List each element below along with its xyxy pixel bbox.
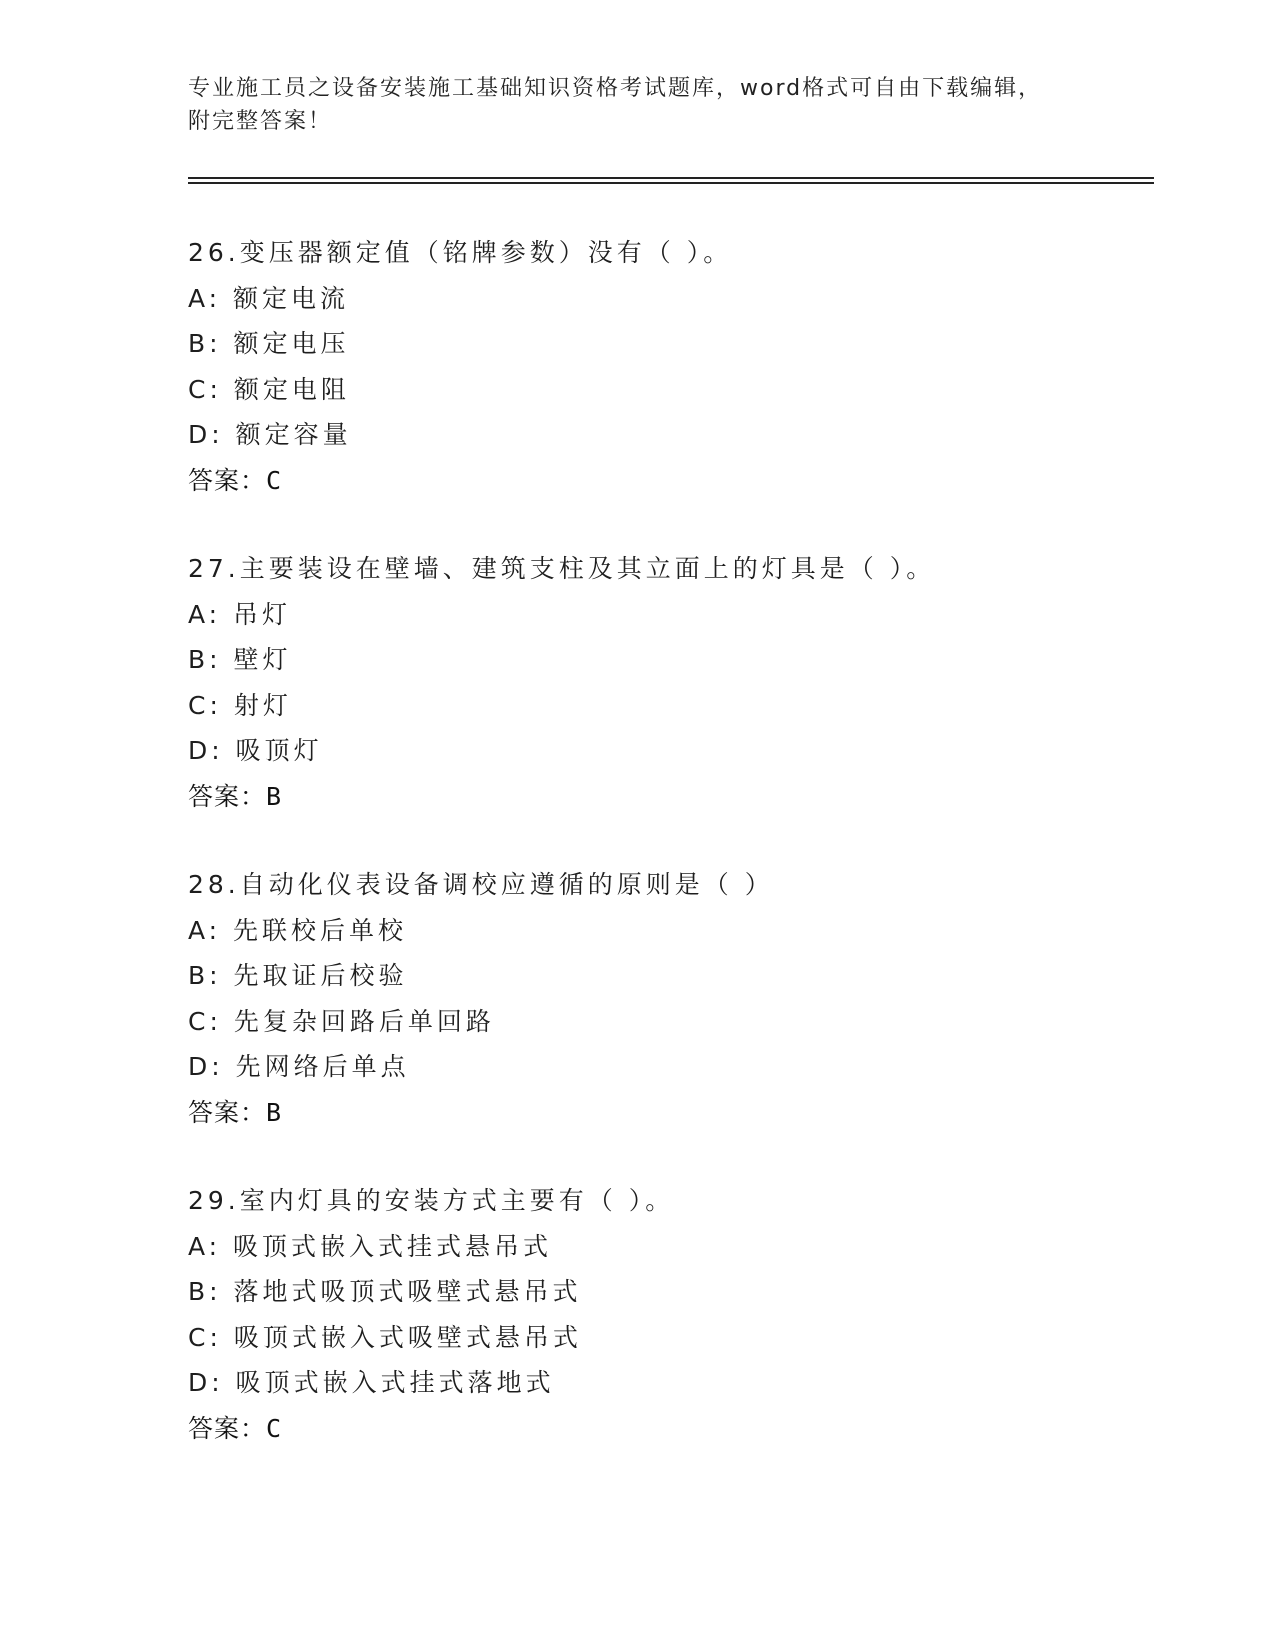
option-b: B: 额定电压 — [188, 329, 350, 358]
option-c: C: 射灯 — [188, 690, 292, 720]
question-stem: 29.室内灯具的安装方式主要有（ ）。 — [188, 1186, 675, 1215]
answer-line — [188, 774, 1148, 820]
answer-label: 答案： — [188, 465, 267, 495]
answer-label: 答案： — [188, 781, 267, 811]
question-stem: 28.自动化仪表设备调校应遵循的原则是（ ） — [188, 870, 774, 899]
option-a: A: 吸顶式嵌入式挂式悬吊式 — [188, 1231, 553, 1261]
option-b: B: 落地式吸顶式吸壁式悬吊式 — [188, 1277, 582, 1306]
option-a: A: 额定电流 — [188, 283, 350, 313]
answer-line — [188, 1090, 1148, 1136]
header-divider-bottom — [188, 182, 1154, 184]
answer-value: B — [266, 781, 283, 811]
question-26 — [188, 230, 1148, 503]
option-c: C: 吸顶式嵌入式吸壁式悬吊式 — [188, 1322, 582, 1352]
answer-value: C — [266, 465, 283, 495]
question-stem: 27.主要装设在壁墙、建筑支柱及其立面上的灯具是（ ）。 — [188, 554, 936, 583]
option-b: B: 壁灯 — [188, 645, 292, 674]
answer-label: 答案： — [188, 1413, 267, 1443]
option-a: A: 先联校后单校 — [188, 915, 408, 945]
answer-value: C — [266, 1413, 283, 1443]
question-27 — [188, 546, 1148, 819]
option-c: C: 额定电阻 — [188, 374, 350, 404]
option-b: B: 先取证后校验 — [188, 961, 408, 990]
option-a: A: 吊灯 — [188, 599, 292, 629]
document-header — [188, 72, 1088, 138]
question-29 — [188, 1178, 1148, 1451]
header-line-1: 专业施工员之设备安装施工基础知识资格考试题库，word格式可自由下载编辑， — [188, 76, 1043, 101]
question-28 — [188, 862, 1148, 1135]
answer-line — [188, 1406, 1148, 1452]
option-d: D: 额定容量 — [188, 420, 352, 449]
answer-line — [188, 458, 1148, 504]
question-stem: 26.变压器额定值（铭牌参数）没有（ ）。 — [188, 238, 733, 267]
option-c: C: 先复杂回路后单回路 — [188, 1006, 495, 1036]
header-divider-top — [188, 177, 1154, 179]
answer-label: 答案： — [188, 1097, 267, 1127]
option-d: D: 吸顶灯 — [188, 736, 323, 765]
header-line-2: 附完整答案！ — [188, 109, 333, 134]
option-d: D: 吸顶式嵌入式挂式落地式 — [188, 1368, 555, 1397]
option-d: D: 先网络后单点 — [188, 1052, 410, 1081]
answer-value: B — [266, 1097, 283, 1127]
